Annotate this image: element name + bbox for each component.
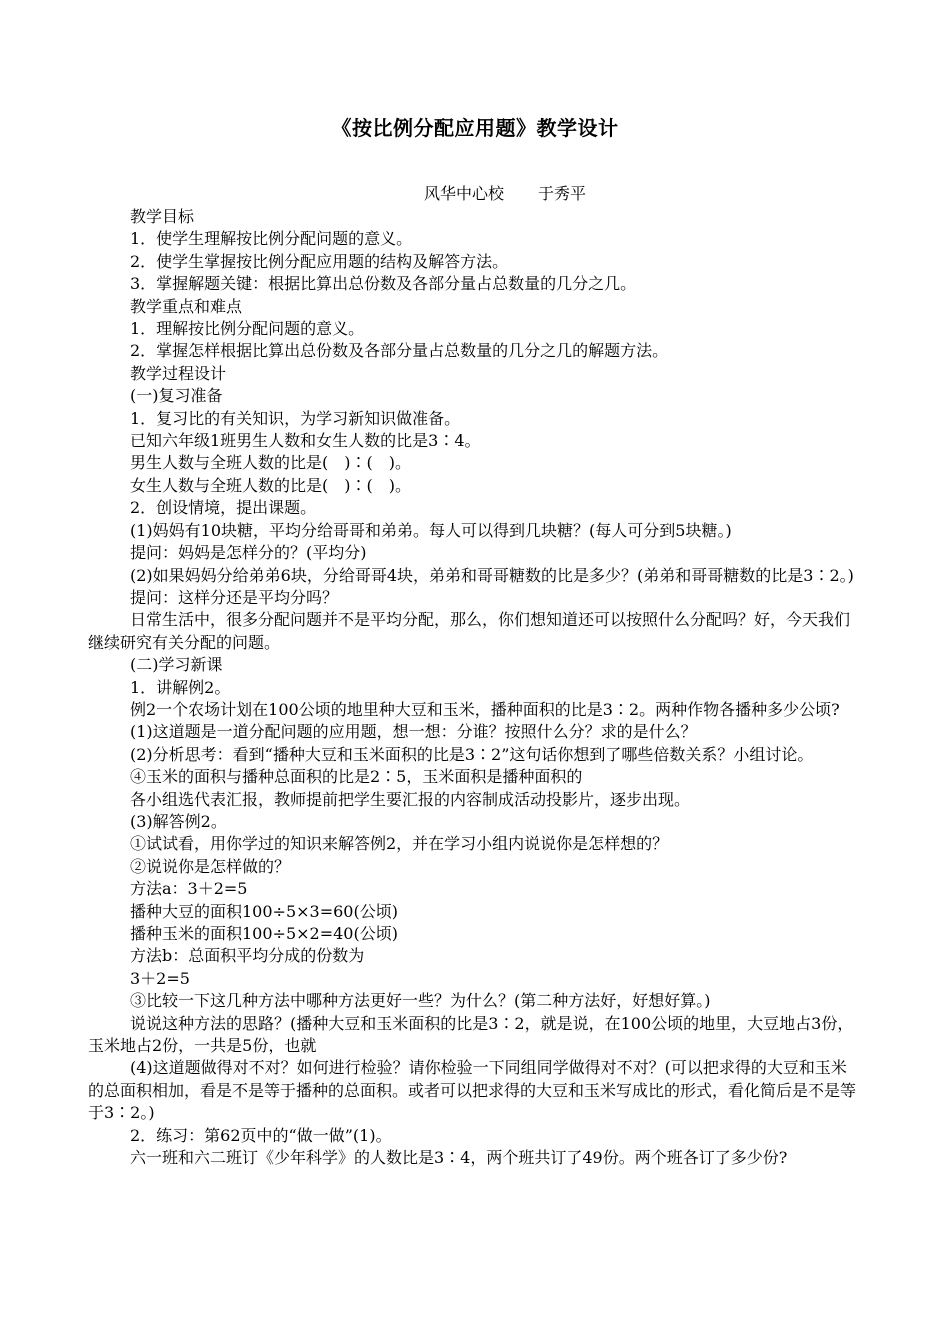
- author-name: 于秀平: [538, 184, 587, 203]
- paragraph: 教学重点和难点: [130, 296, 243, 316]
- paragraph: 男生人数与全班人数的比是( )∶( )。: [130, 453, 411, 473]
- paragraph: 六一班和六二班订《少年科学》的人数比是3∶4，两个班共订了49份。两个班各订了多少份?: [130, 1148, 788, 1168]
- paragraph: 3．掌握解题关键：根据比算出总份数及各部分量占总数量的几分之几。: [130, 274, 637, 294]
- paragraph: 例2一个农场计划在100公顷的地里种大豆和玉米，播种面积的比是3∶2。两种作物各播种多少公顷?: [130, 699, 840, 719]
- paragraph: 提问：妈妈是怎样分的？(平均分): [130, 543, 367, 563]
- paragraph: 1．使学生理解按比例分配问题的意义。: [130, 229, 413, 249]
- paragraph: 2．掌握怎样根据比算出总份数及各部分量占总数量的几分之几的解题方法。: [130, 341, 669, 361]
- paragraph: 已知六年级1班男生人数和女生人数的比是3∶4。: [130, 431, 481, 451]
- paragraph: 方法a：3＋2=5: [130, 879, 248, 899]
- paragraph: (二)学习新课: [130, 655, 223, 675]
- paragraph: 1．复习比的有关知识，为学习新知识做准备。: [130, 408, 461, 428]
- paragraph: 女生人数与全班人数的比是( )∶( )。: [130, 475, 411, 495]
- paragraph: 说说这种方法的思路？(播种大豆和玉米面积的比是3∶2，就是说，在100公顷的地里，大豆地占3份，玉米地占2份，一共是5份，也就: [88, 1013, 854, 1056]
- paragraph: 提问：这样分还是平均分吗？: [130, 587, 339, 607]
- paragraph: ③比较一下这几种方法中哪种方法更好一些？为什么？(第二种方法好，好想好算。): [130, 991, 711, 1011]
- paragraph: ④玉米的面积与播种总面积的比是2∶5，玉米面积是播种面积的: [130, 767, 583, 787]
- author-line: [88, 182, 862, 206]
- paragraph: 日常生活中，很多分配问题并不是平均分配，那么，你们想知道还可以按照什么分配吗？好，今天我们继续研究有关分配的问题。: [88, 610, 851, 652]
- paragraph: 1．理解按比例分配问题的意义。: [130, 319, 365, 339]
- paragraph: 2．创设情境，提出课题。: [130, 498, 317, 518]
- document-title: 《按比例分配应用题》教学设计: [331, 116, 619, 140]
- paragraph: 播种玉米的面积100÷5×2=40(公顷): [130, 924, 398, 943]
- paragraph: (1)这道题是一道分配问题的应用题，想一想：分谁？按照什么分？求的是什么？: [130, 722, 697, 742]
- school-name: 风华中心校: [423, 184, 504, 203]
- paragraph: ②说说你是怎样做的？: [130, 856, 291, 876]
- paragraph: (2)分析思考：看到“播种大豆和玉米面积的比是3∶2”这句话你想到了哪些倍数关系？小组讨论。: [130, 744, 814, 764]
- document-body: [88, 206, 862, 1169]
- paragraph: 3＋2=5: [130, 968, 190, 988]
- paragraph: 1．讲解例2。: [130, 677, 231, 697]
- paragraph: (3)解答例2。: [130, 811, 227, 831]
- paragraph: (1)妈妈有10块糖，平均分给哥哥和弟弟。每人可以得到几块糖？(每人可分到5块糖。): [130, 520, 732, 540]
- paragraph: (一)复习准备: [130, 386, 223, 406]
- paragraph: 播种大豆的面积100÷5×3=60(公顷): [130, 901, 398, 921]
- paragraph: (2)如果妈妈分给弟弟6块，分给哥哥4块，弟弟和哥哥糖数的比是多少？(弟弟和哥哥糖数的比是3∶2。): [130, 565, 854, 585]
- paragraph: (4)这道题做得对不对？如何进行检验？请你检验一下同组同学做得对不对？(可以把求得的大豆和玉米的总面积相加，看是不是等于播种的总面积。或者可以把求得的大豆和玉米写成比的形式，看化简后是不是等于3∶2。): [88, 1058, 857, 1123]
- paragraph: 各小组选代表汇报，教师提前把学生要汇报的内容制成活动投影片，逐步出现。: [130, 789, 691, 809]
- paragraph: 教学目标: [130, 207, 195, 226]
- paragraph: 2．练习：第62页中的“做一做”(1)。: [130, 1125, 392, 1145]
- paragraph: 方法b：总面积平均分成的份数为: [130, 946, 365, 966]
- paragraph: 教学过程设计: [130, 363, 227, 383]
- paragraph: 2．使学生掌握按比例分配应用题的结构及解答方法。: [130, 251, 509, 271]
- paragraph: ①试试看，用你学过的知识来解答例2，并在学习小组内说说你是怎样想的？: [130, 834, 669, 854]
